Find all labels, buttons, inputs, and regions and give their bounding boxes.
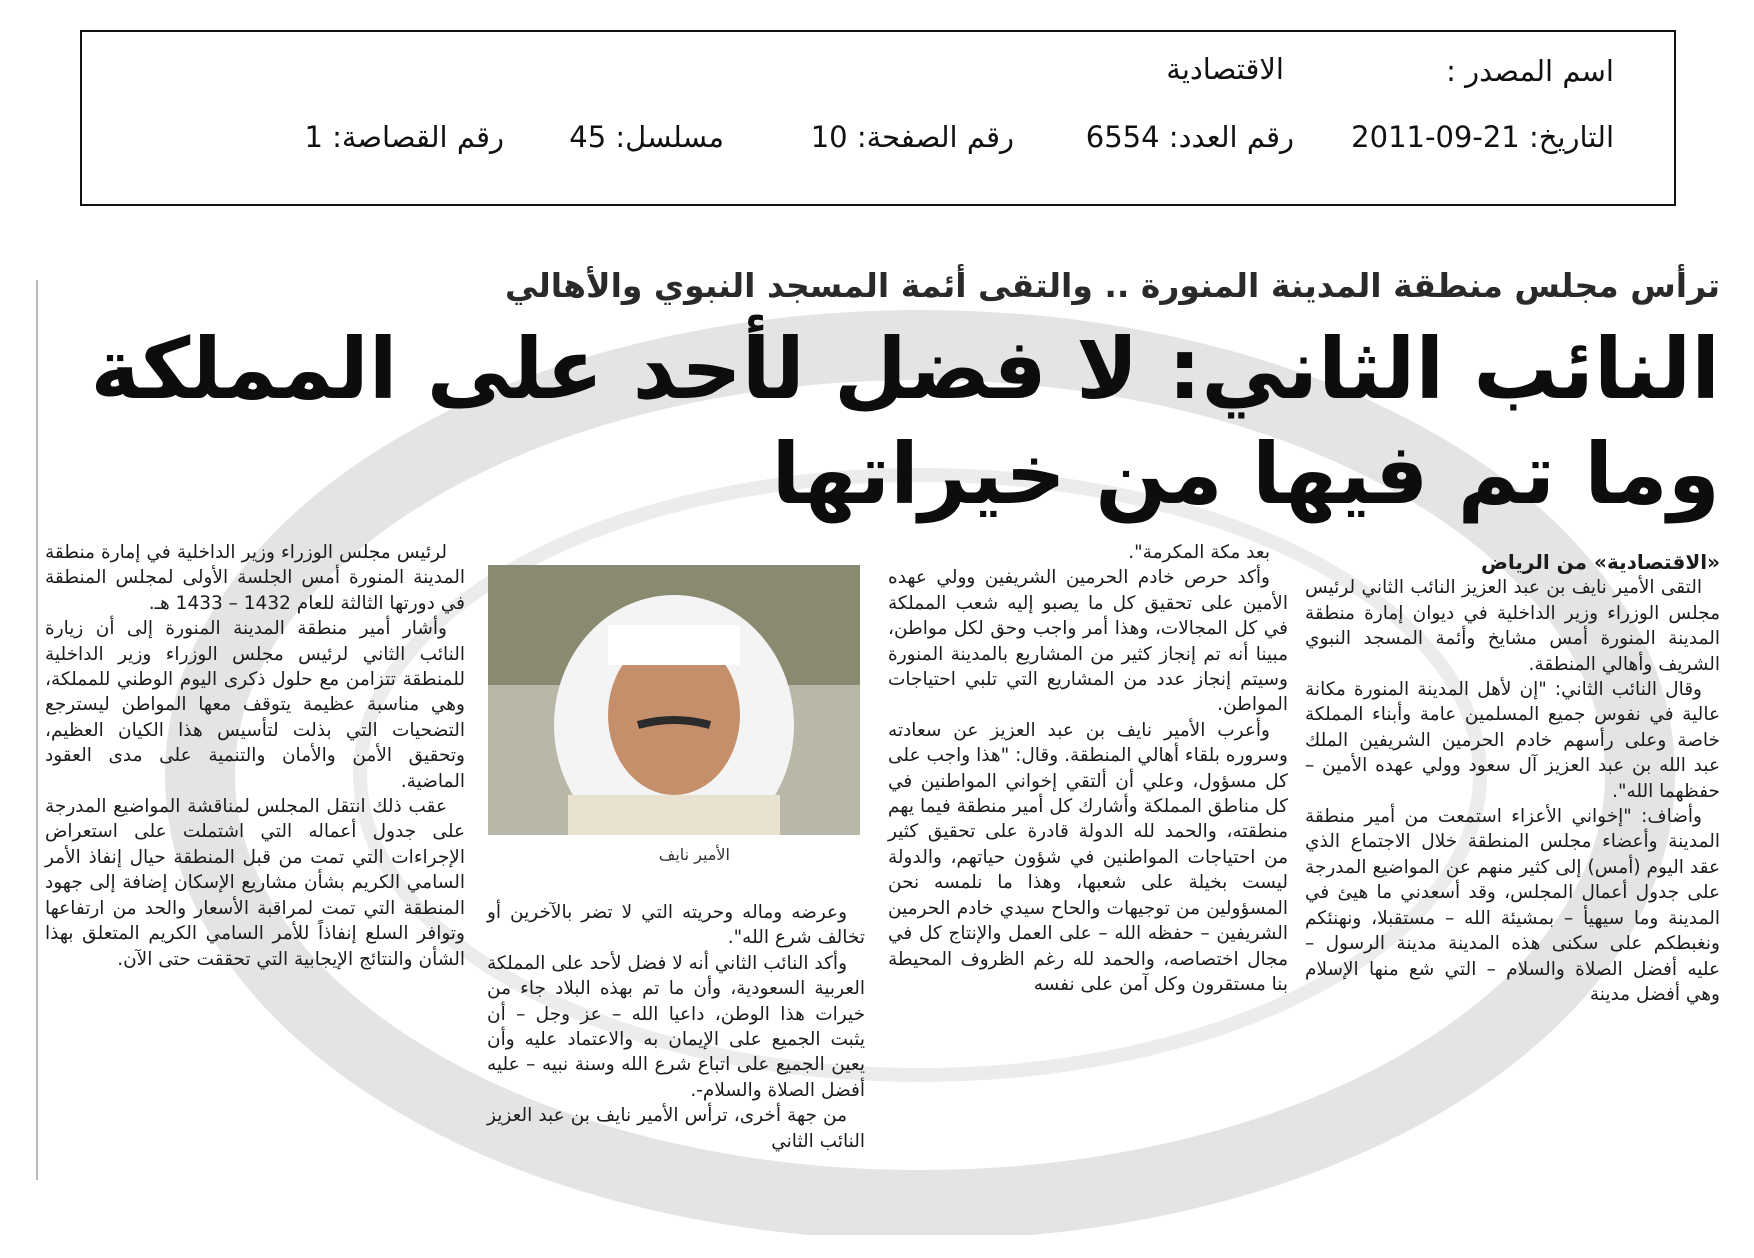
- serial-field: مسلسل: 45: [569, 120, 724, 154]
- issue-field: رقم العدد: 6554: [1085, 120, 1294, 154]
- source-label: اسم المصدر :: [1446, 54, 1614, 88]
- byline: «الاقتصادية» من الرياض: [1480, 550, 1720, 574]
- source-info-box: [80, 30, 1676, 206]
- article-column-3: [487, 900, 865, 1154]
- paragraph: لرئيس مجلس الوزراء وزير الداخلية في إمارة منطقة المدينة المنورة أمس الجلسة الأولى لمجلس المنطقة في دورتها الثالثة للعام 1432 – 1433 هـ.: [45, 542, 465, 614]
- photo-caption: الأمير نايف: [658, 845, 730, 864]
- paragraph: عقب ذلك انتقل المجلس لمناقشة المواضيع المدرجة على جدول أعماله التي اشتملت على استعراض الإجراءات التي تمت من قبل المنطقة حيال إنفاذ الأمر السامي الكريم بشأن مشاريع الإسكان إضافة إلى جهود المنطقة التي تمت لمراقبة الأسعار والحد من ارتفاعها وتوافر السلع إنفاذاً للأمر السامي الكريم المتعلق بهذا الشأن والنتائج الإيجابية التي تحققت حتى الآن.: [45, 796, 465, 970]
- column-divider: [36, 280, 38, 1180]
- paragraph: وأكد حرص خادم الحرمين الشريفين وولي عهده الأمين على تحقيق كل ما يصبو إليه شعب المملكة في كل المجالات، وهذا أمر واجب وحق لكل مواطن، مبينا أنه تم إنجاز كثير من المشاريع بالمدينة المنورة وسيتم إنجاز عدد من المشاريع التي تلبي احتياجات المواطن.: [888, 567, 1288, 716]
- paragraph: وأضاف: "إخواني الأعزاء استمعت من أمير منطقة المدينة وأعضاء مجلس المنطقة خلال الاجتماع الذي عقد اليوم (أمس) إلى كثير منهم عن المواضيع المدرجة على جدول أعمال المجلس، وقد أسعدني ما هيئ في المدينة وما سيهيأ – بمشيئة الله – مستقبلا، ونهنئكم ونغبطكم على سكنى هذه المدينة مدينة الرسول – عليه أفضل الصلاة والسلام – التي شع منها الإسلام وهي أفضل مدينة: [1305, 806, 1720, 1005]
- paragraph: وأشار أمير منطقة المدينة المنورة إلى أن زيارة النائب الثاني لرئيس مجلس الوزراء وزير الداخلية للمنطقة تتزامن مع حلول ذكرى اليوم الوطني للمملكة، وهي مناسبة عظيمة يتوقف معها المواطن ليسترجع التضحيات التي بذلت لتأسيس هذا الكيان العظيم، وتحقيق الأمن والأمان والتنمية على مدى العقود الماضية.: [45, 618, 465, 792]
- paragraph: من جهة أخرى، ترأس الأمير نايف بن عبد العزيز النائب الثاني: [487, 1105, 865, 1152]
- paragraph: وأكد النائب الثاني أنه لا فضل لأحد على المملكة العربية السعودية، وأن ما تم بهذه البلاد جاء من خيرات هذا الوطن، داعيا الله – عز وجل – أن يثبت الجميع على الإيمان به والاعتماد عليه وأن يعين الجميع على اتباع شرع الله وسنة نبيه – عليه أفضل الصلاة والسلام-.: [487, 952, 865, 1101]
- clip-field: رقم القصاصة: 1: [304, 120, 504, 154]
- paragraph: وقال النائب الثاني: "إن لأهل المدينة المنورة مكانة عالية في نفوس جميع المسلمين عامة وأبناء المملكة خاصة وعلى رأسهم خادم الحرمين الشريفين الملك عبد الله بن عبد العزيز آل سعود وولي عهده الأمين – حفظهما الله".: [1305, 679, 1720, 802]
- article-kicker: ترأس مجلس منطقة المدينة المنورة .. والتقى أئمة المسجد النبوي والأهالي: [504, 266, 1720, 305]
- article-column-2: [888, 540, 1288, 997]
- paragraph: التقى الأمير نايف بن عبد العزيز النائب الثاني لرئيس مجلس الوزراء وزير الداخلية في ديوان إمارة منطقة المدينة المنورة أمس مشايخ وأئمة المسجد النبوي الشريف وأهالي المنطقة.: [1305, 577, 1720, 675]
- date-field: التاريخ: 21-09-2011: [1351, 120, 1614, 154]
- source-value: الاقتصادية: [1166, 52, 1284, 86]
- paragraph: وأعرب الأمير نايف بن عبد العزيز عن سعادته وسروره بلقاء أهالي المنطقة. وقال: "هذا واجب على كل مسؤول، وعلي أن ألتقي إخواني المواطنين في كل مناطق المملكة وأشارك كل أمير منطقة فيما يهم منطقته، والحمد لله الدولة قادرة على تحقيق كثير من احتياجات المواطنين في شؤون حياتهم، والدولة ليست بخيلة على شعبها، وهذا ما نلمسه نحن المسؤولين من توجيهات والحاح سيدي خادم الحرمين الشريفين – حفظه الله – على العمل والإنتاج كل في مجال اختصاصه، والحمد لله رغم الظروف المحيطة بنا مستقرون وكل آمن على نفسه: [888, 719, 1288, 995]
- newspaper-article: [20, 240, 1720, 1240]
- article-column-4: [45, 540, 465, 972]
- paragraph: بعد مكة المكرمة".: [1128, 542, 1270, 563]
- page-field: رقم الصفحة: 10: [810, 120, 1014, 154]
- headline-line-1: النائب الثاني: لا فضل لأحد على المملكة: [90, 320, 1720, 418]
- headline-line-2: وما تم فيها من خيراتها: [771, 425, 1720, 523]
- prince-photo: [488, 565, 860, 835]
- article-column-1: [1305, 550, 1720, 1007]
- paragraph: وعرضه وماله وحريته التي لا تضر بالآخرين أو تخالف شرع الله".: [487, 902, 865, 949]
